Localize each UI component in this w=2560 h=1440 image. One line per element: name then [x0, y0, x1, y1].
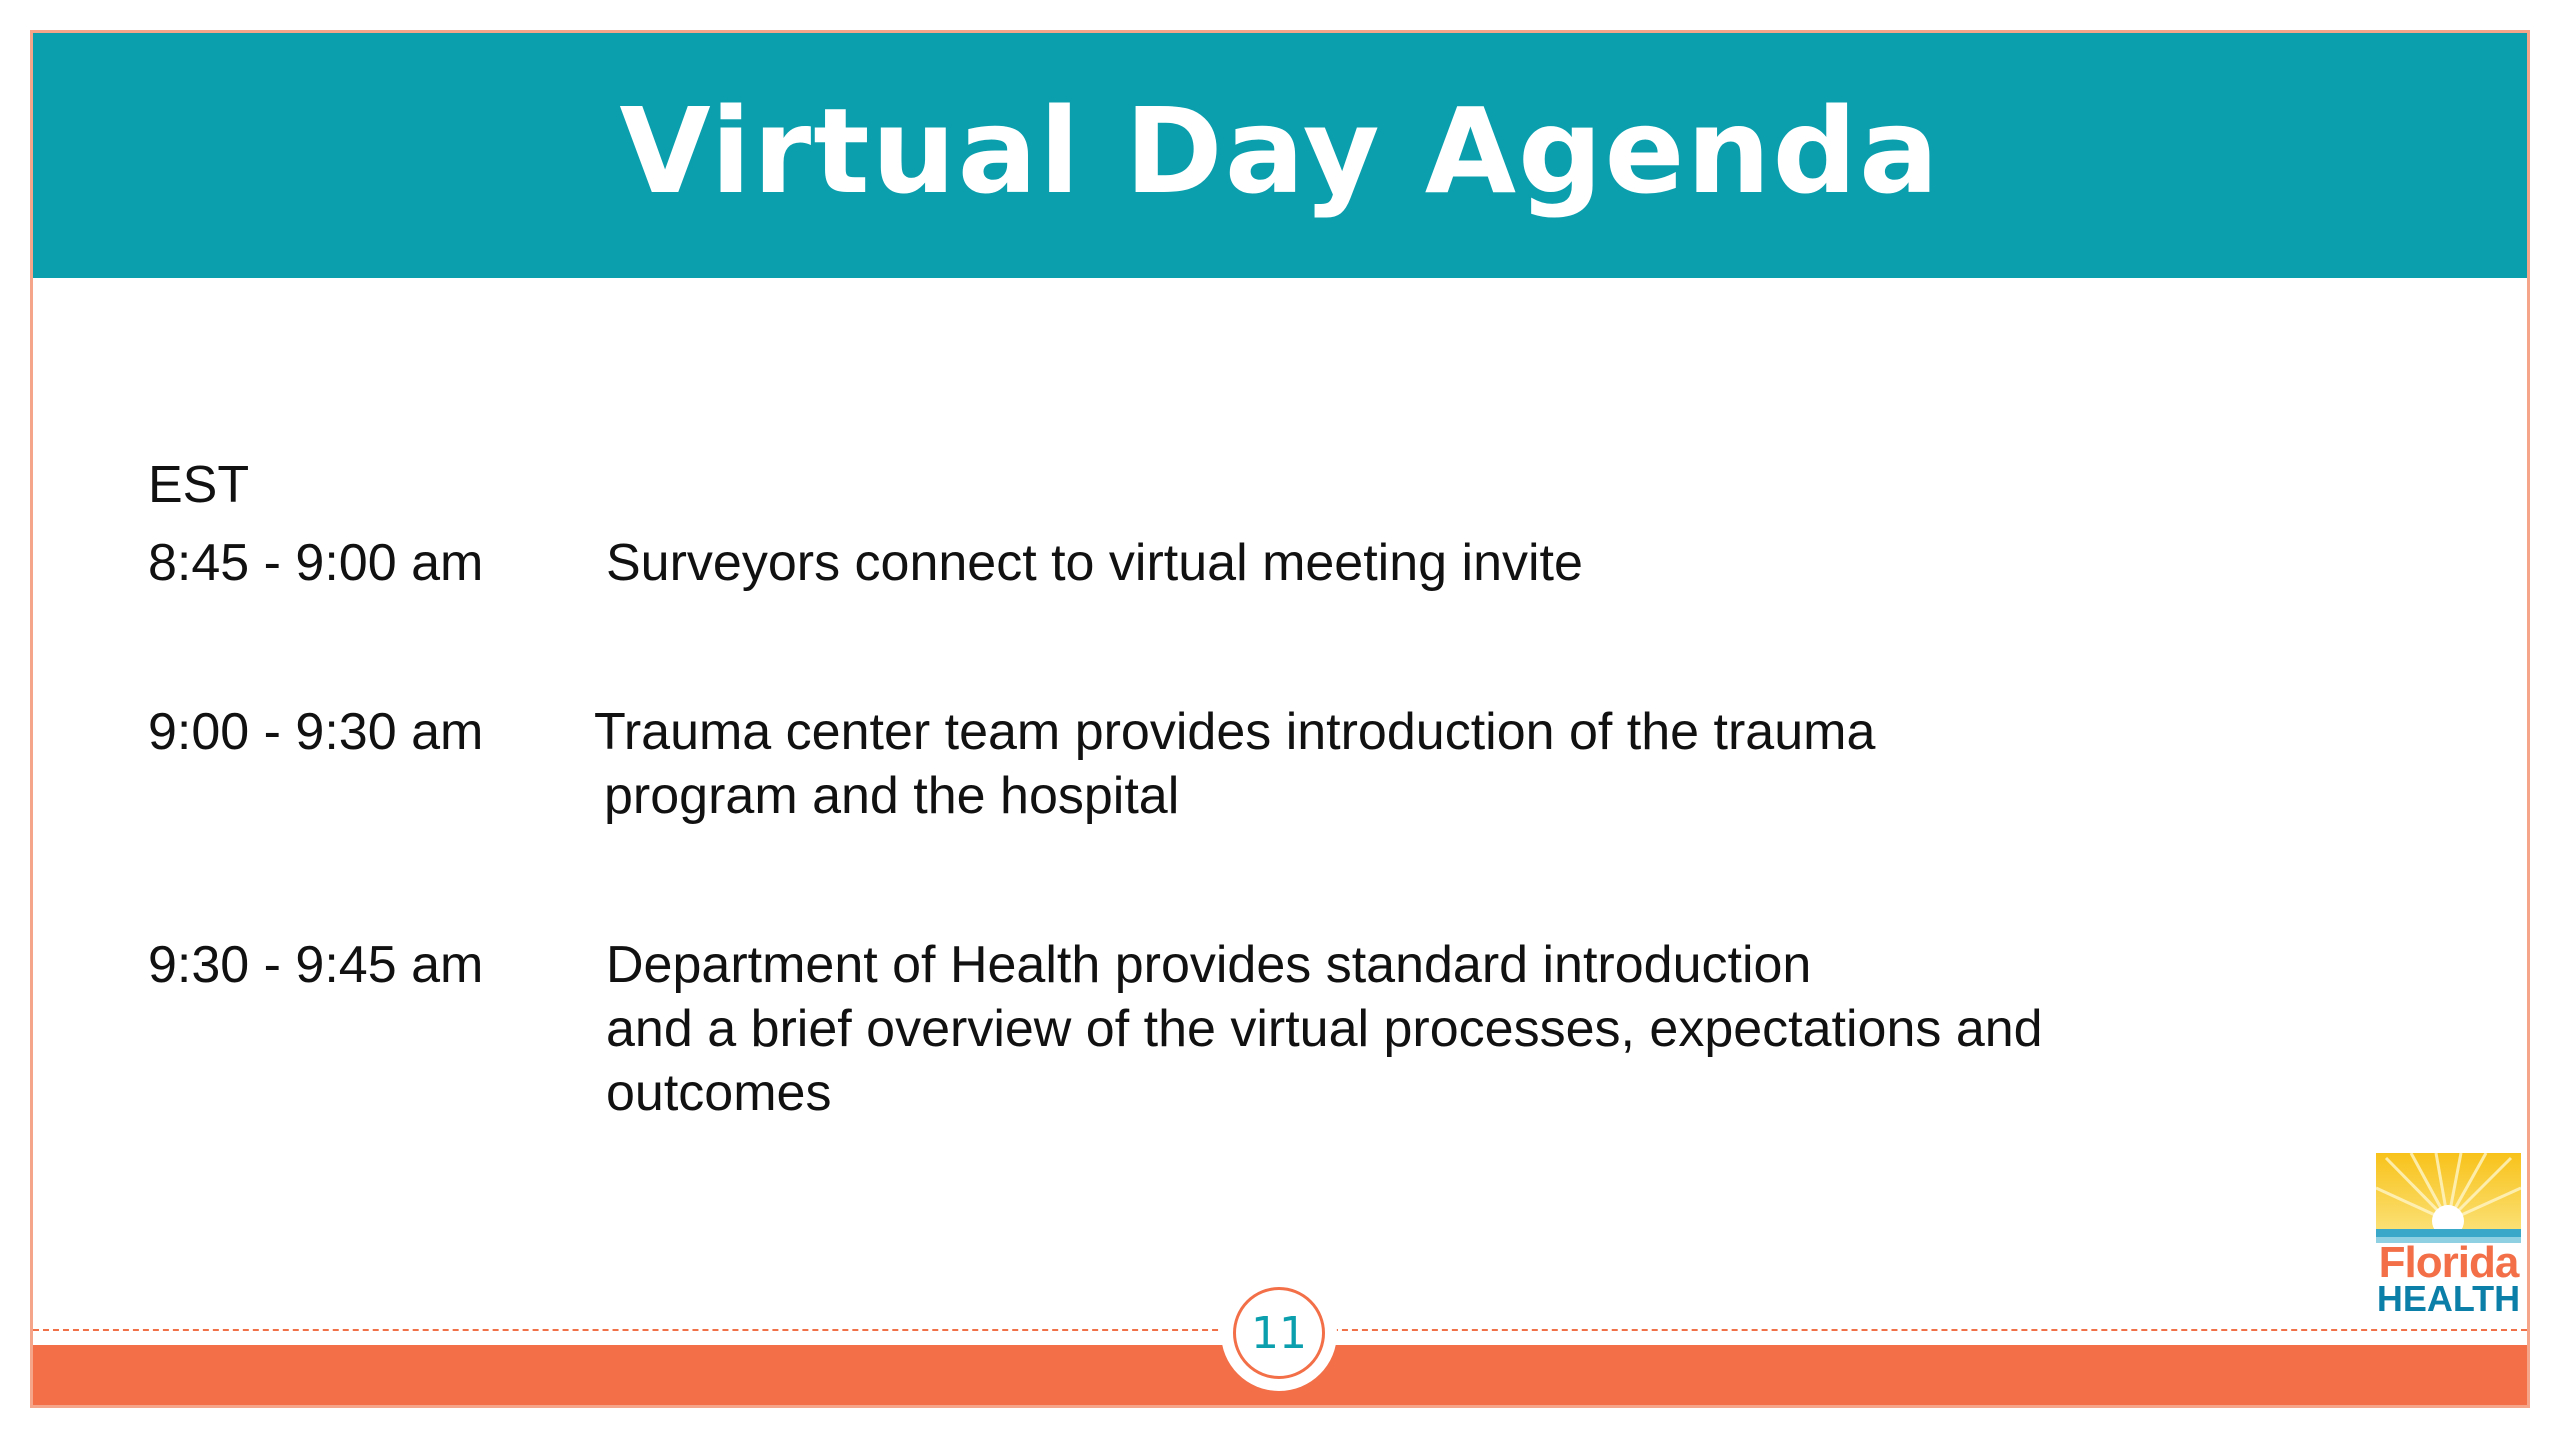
slide-title: Virtual Day Agenda — [619, 81, 1941, 220]
agenda-description-line: Department of Health provides standard introduction — [606, 936, 1812, 994]
page-number-badge — [1221, 1275, 1337, 1391]
agenda-description-line: outcomes — [606, 1064, 832, 1122]
agenda-description-line: Trauma center team provides introduction of the trauma — [594, 703, 1876, 761]
agenda-time: 8:45 - 9:00 am — [148, 534, 484, 592]
logo-health-text: HEALTH — [2376, 1278, 2521, 1319]
agenda-row — [148, 531, 2256, 595]
timezone-label: EST — [148, 456, 250, 514]
title-bar — [33, 33, 2527, 278]
agenda-description — [606, 933, 2256, 1125]
agenda-content — [148, 453, 2256, 1125]
agenda-description — [594, 700, 2244, 828]
agenda-description-line: Surveyors connect to virtual meeting invite — [606, 534, 1583, 592]
agenda-row — [148, 933, 2256, 1125]
agenda-time: 9:00 - 9:30 am — [148, 703, 484, 761]
slide — [30, 30, 2530, 1408]
agenda-description — [606, 531, 2256, 595]
page-number: 11 — [1233, 1287, 1325, 1379]
agenda-row — [148, 700, 2256, 828]
logo-florida-text: Florida — [2378, 1238, 2519, 1287]
agenda-description-line: program and the hospital — [604, 767, 1180, 825]
agenda-time: 9:30 - 9:45 am — [148, 936, 484, 994]
agenda-description-line: and a brief overview of the virtual processes, expectations and — [606, 1000, 2043, 1058]
florida-health-logo — [2376, 1153, 2521, 1318]
